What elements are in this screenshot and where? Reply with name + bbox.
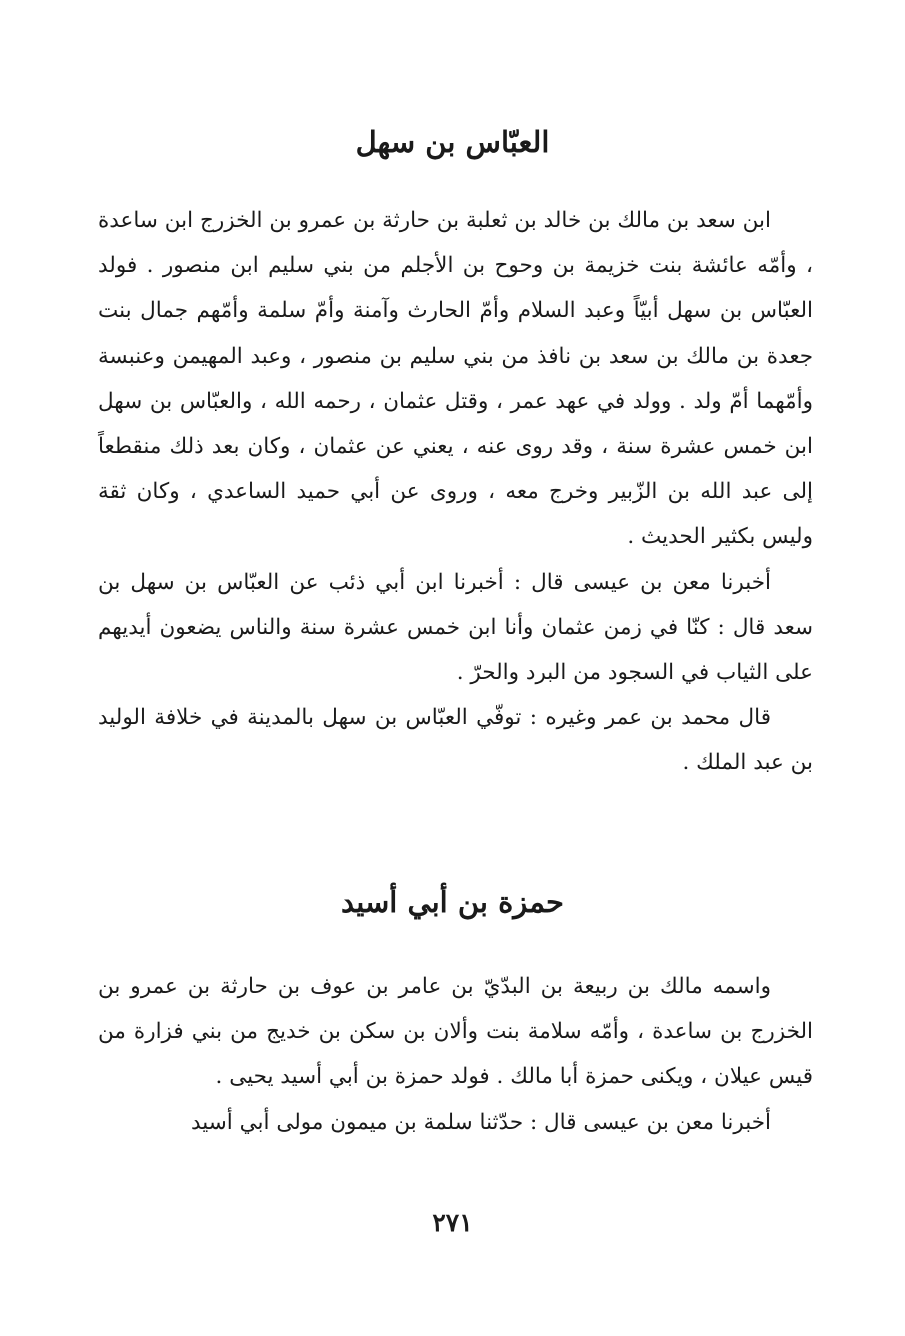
- page-number: ٢٧١: [432, 1208, 473, 1237]
- paragraph-genealogy: ابن سعد بن مالك بن خالد بن ثعلبة بن حارثة بن عمرو بن الخزرج ابن ساعدة ، وأمّه عائشة بنت خزيمة بن وحوح بن الأجلم من بني سليم ابن منصور . فولد العبّاس بن سهل أبيّاً وعبد السلام وأمّ الحارث وآمنة وأمّ سلمة وأمّهم جمال بنت جعدة بن مالك بن سعد بن نافذ من بني سليم بن منصور ، وعبد المهيمن وعنبسة وأمّهما أمّ ولد . وولد في عهد عمر ، وقتل عثمان ، رحمه الله ، والعبّاس بن سهل ابن خمس عشرة سنة ، وقد روى عنه ، يعني عن عثمان ، وكان بعد ذلك منقطعاً إلى عبد الله بن الزّبير وخرج معه ، وروى عن أبي حميد الساعدي ، وكان ثقة وليس بكثير الحديث .: [98, 208, 813, 550]
- section-body-abbas-ibn-sahl: [98, 198, 813, 786]
- section-body-hamza-ibn-abi-usayd: [98, 964, 813, 1145]
- paragraph-report: أخبرنا معن بن عيسى قال : حدّثنا سلمة بن ميمون مولى أبي أسيد: [191, 1109, 771, 1135]
- paragraph-death: قال محمد بن عمر وغيره : توفّي العبّاس بن سهل بالمدينة في خلافة الوليد بن عبد الملك .: [98, 705, 813, 776]
- section-heading-abbas-ibn-sahl: العبّاس بن سهل: [355, 125, 550, 159]
- paragraph-narration: أخبرنا معن بن عيسى قال : أخبرنا ابن أبي ذئب عن العبّاس بن سهل بن سعد قال : كنّا في زمن عثمان وأنا ابن خمس عشرة سنة والناس يضعون أيديهم على الثياب في السجود من البرد والحرّ .: [98, 569, 813, 686]
- paragraph-lineage: واسمه مالك بن ربيعة بن البدّيّ بن عامر بن عوف بن حارثة بن عمرو بن الخزرج بن ساعدة ، وأمّه سلامة بنت وألان بن سكن بن خديج من بني فزارة من قيس عيلان ، ويكنى حمزة أبا مالك . فولد حمزة بن أبي أسيد يحيى .: [98, 974, 813, 1090]
- section-heading-hamza-ibn-abi-usayd: حمزة بن أبي أسيد: [341, 885, 564, 919]
